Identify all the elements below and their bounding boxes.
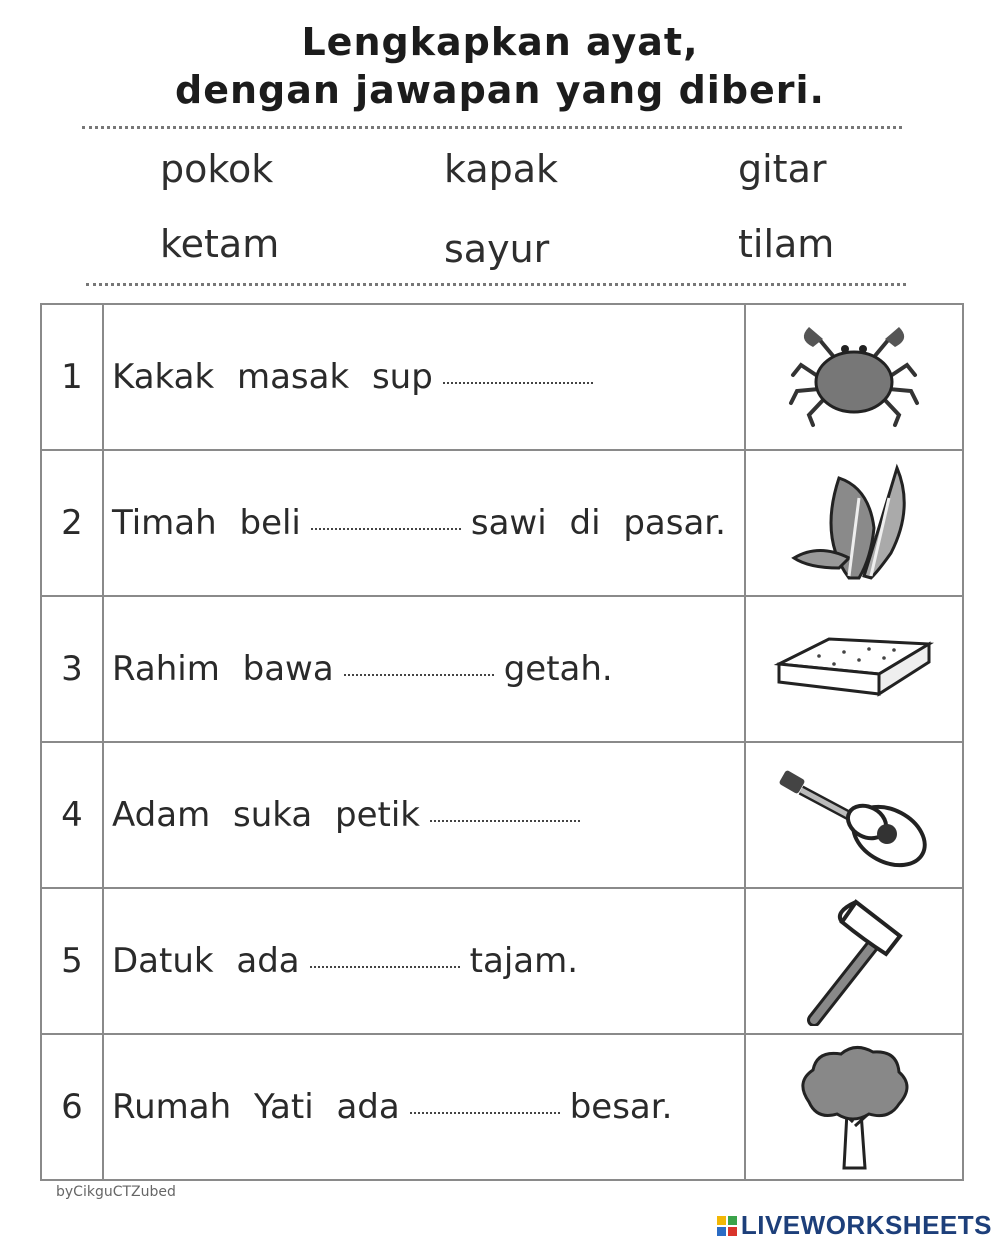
sentence-text: Rahim bawa xyxy=(112,649,334,689)
sentence-text: Timah beli xyxy=(112,503,301,543)
sentence xyxy=(103,888,745,1034)
picture-cell xyxy=(745,304,963,450)
sentence-text: tajam. xyxy=(469,941,579,981)
sentence-text: Kakak masak sup xyxy=(112,357,433,397)
picture-cell xyxy=(745,888,963,1034)
table-row xyxy=(41,596,963,742)
brand-logo xyxy=(717,1210,992,1241)
sentence-text: besar. xyxy=(569,1087,673,1127)
axe-icon xyxy=(794,896,914,1026)
picture-cell xyxy=(745,450,963,596)
picture-cell xyxy=(745,596,963,742)
answer-blank[interactable] xyxy=(310,966,460,968)
word-bank-item: ketam xyxy=(160,222,280,266)
table-row xyxy=(41,304,963,450)
row-number: 5 xyxy=(41,888,103,1034)
picture-cell xyxy=(745,1034,963,1180)
word-bank-item: tilam xyxy=(738,222,835,266)
sentence xyxy=(103,1034,745,1180)
mattress-icon xyxy=(769,624,939,714)
row-number: 1 xyxy=(41,304,103,450)
crab-icon xyxy=(779,317,929,437)
author-credit: byCikguCTZubed xyxy=(56,1184,176,1200)
liveworksheets-logo-icon xyxy=(717,1216,737,1236)
word-bank-item: kapak xyxy=(444,147,559,191)
table-row xyxy=(41,450,963,596)
exercise-table xyxy=(40,303,964,1181)
sentence xyxy=(103,742,745,888)
table-row xyxy=(41,888,963,1034)
divider-top xyxy=(82,126,902,129)
sentence-text: Rumah Yati ada xyxy=(112,1087,400,1127)
word-bank-item: pokok xyxy=(160,147,274,191)
tree-icon xyxy=(789,1042,919,1172)
divider-bottom xyxy=(86,283,906,286)
worksheet-title-line2: dengan jawapan yang diberi. xyxy=(175,68,825,112)
sentence xyxy=(103,450,745,596)
worksheet-title-line1: Lengkapkan ayat, xyxy=(301,20,699,64)
brand-name: LIVEWORKSHEETS xyxy=(740,1210,992,1240)
sentence-text: sawi di pasar. xyxy=(470,503,726,543)
row-number: 6 xyxy=(41,1034,103,1180)
guitar-icon xyxy=(769,760,939,870)
sentence-text: Datuk ada xyxy=(112,941,300,981)
sentence-text: Adam suka petik xyxy=(112,795,420,835)
answer-blank[interactable] xyxy=(443,382,593,384)
answer-blank[interactable] xyxy=(410,1112,560,1114)
answer-blank[interactable] xyxy=(344,674,494,676)
row-number: 4 xyxy=(41,742,103,888)
vegetable-icon xyxy=(779,458,929,588)
row-number: 3 xyxy=(41,596,103,742)
sentence xyxy=(103,304,745,450)
sentence xyxy=(103,596,745,742)
word-bank-item: gitar xyxy=(738,147,827,191)
table-row xyxy=(41,742,963,888)
table-row xyxy=(41,1034,963,1180)
sentence-text: getah. xyxy=(503,649,613,689)
answer-blank[interactable] xyxy=(311,528,461,530)
answer-blank[interactable] xyxy=(430,820,580,822)
word-bank-item: sayur xyxy=(444,227,550,271)
row-number: 2 xyxy=(41,450,103,596)
picture-cell xyxy=(745,742,963,888)
